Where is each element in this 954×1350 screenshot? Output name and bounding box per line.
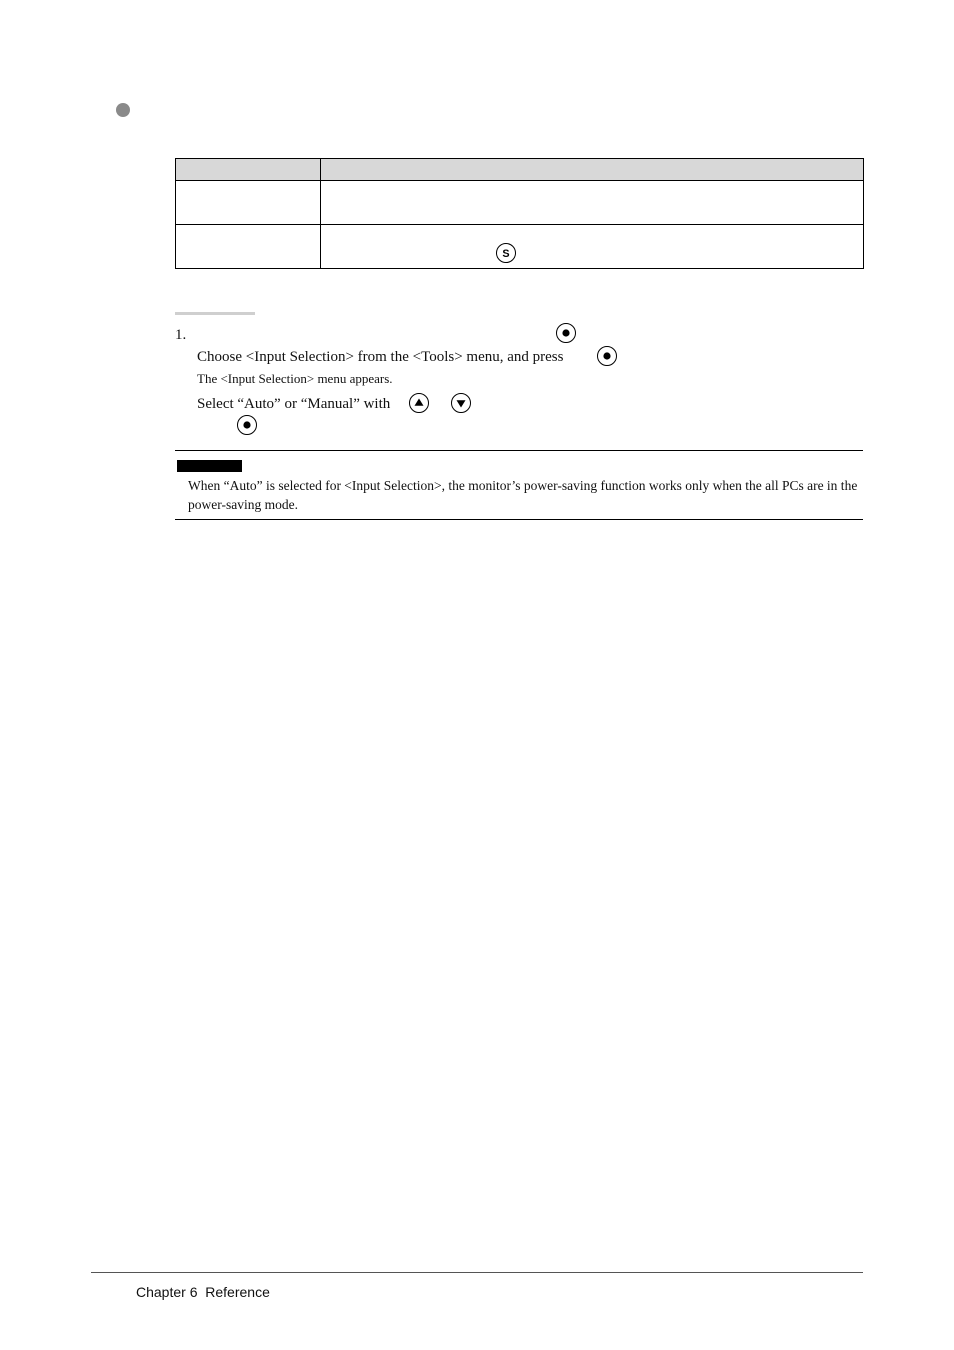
step-instruction-select: Select “Auto” or “Manual” with <box>197 396 391 412</box>
section-bullet-icon <box>116 103 130 117</box>
note-text: When “Auto” is selected for <Input Selection>, the monitor’s power-saving function works only when the all PCs are in the power-saving mode. <box>188 478 858 512</box>
note-box <box>175 450 863 520</box>
step-result-text: The <Input Selection> menu appears. <box>197 371 393 386</box>
table-cell-setting-auto <box>176 181 321 225</box>
table-header-cell-setting <box>176 159 321 181</box>
step-number: 1. <box>175 327 187 343</box>
down-arrow-button-icon <box>451 393 471 413</box>
up-arrow-button-icon <box>409 393 429 413</box>
table-row <box>176 181 864 225</box>
enter-button-icon <box>597 346 617 366</box>
table-cell-description-auto <box>321 181 864 225</box>
table-cell-setting-manual <box>176 225 321 269</box>
table-row <box>176 225 864 269</box>
signal-button-icon <box>496 243 516 263</box>
svg-text:S: S <box>502 248 510 261</box>
footer-divider <box>91 1272 863 1273</box>
note-label-bar <box>177 460 242 472</box>
step-instruction-choose: Choose <Input Selection> from the <Tools> menu, and press <box>197 349 564 365</box>
footer-chapter-label: Chapter 6 Reference <box>136 1284 270 1300</box>
input-settings-table <box>175 158 864 269</box>
table-header-cell-description <box>321 159 864 181</box>
procedure-heading-rule <box>175 312 255 315</box>
enter-button-icon <box>556 323 576 343</box>
enter-button-icon <box>237 415 257 435</box>
table-cell-description-manual <box>321 225 864 269</box>
table-header-row <box>176 159 864 181</box>
